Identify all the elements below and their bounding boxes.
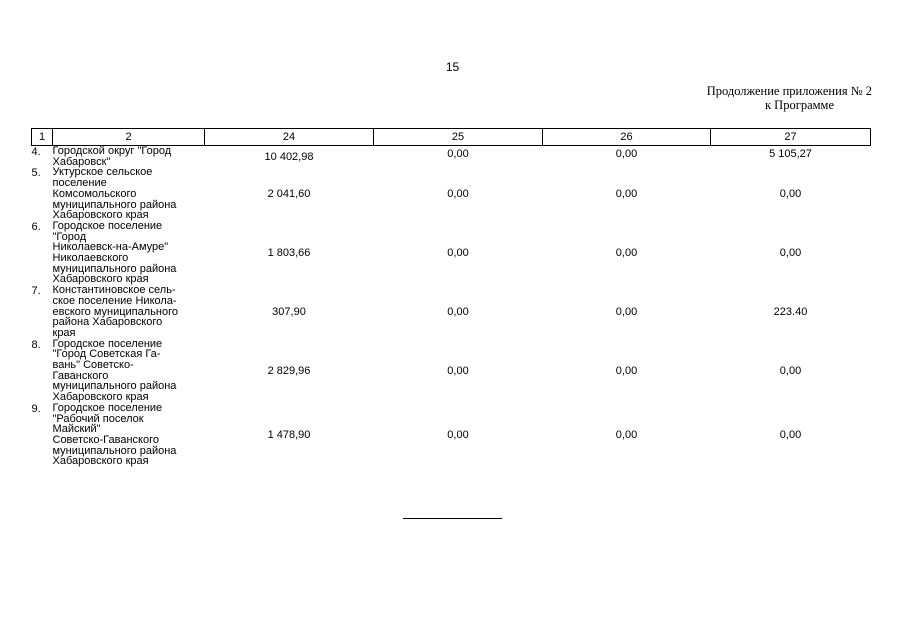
- municipality-name: [53, 285, 205, 339]
- value-col-24: 307,90: [272, 305, 306, 318]
- row-number: 6.: [31, 220, 41, 233]
- municipality-name-line: Гаванского: [52, 369, 109, 382]
- municipality-name-line: Советско-Гаванского: [52, 433, 159, 446]
- value-col-26: 0,00: [615, 188, 638, 201]
- municipality-name-line: Городской округ "Город: [52, 145, 172, 157]
- appendix-line-1: Продолжение приложения № 2: [706, 84, 872, 98]
- header-cell-26: 26: [543, 129, 711, 146]
- municipality-name-line: Хабаровского края: [52, 273, 149, 286]
- municipality-name-line: Городское поселение: [52, 219, 163, 232]
- municipality-name-line: "Рабочий поселок: [52, 412, 144, 425]
- page-number: 15: [445, 60, 460, 74]
- data-table: [31, 128, 871, 467]
- header-cell-25: 25: [374, 129, 543, 146]
- value-col-25: 0,00: [447, 305, 469, 318]
- municipality-name-line: вань" Советско-: [52, 359, 134, 372]
- table-row: [32, 221, 871, 285]
- value-col-26: 0,00: [615, 428, 638, 441]
- municipality-name-line: Городское поселение: [52, 337, 163, 350]
- end-rule: [403, 518, 502, 519]
- municipality-name-line: муниципального района: [52, 262, 177, 275]
- value-col-26: 0,00: [615, 305, 638, 318]
- value-col-27: 0,00: [779, 428, 802, 441]
- row-number: 9.: [31, 402, 41, 415]
- municipality-name-line: поселение: [52, 177, 107, 190]
- municipality-name-line: Комсомольского: [52, 187, 137, 200]
- municipality-name-line: муниципального района: [52, 198, 177, 211]
- municipality-name-line: муниципального района: [52, 380, 177, 393]
- municipality-name-line: муниципального района: [52, 444, 177, 457]
- value-col-25: 0,00: [447, 428, 469, 441]
- value-col-26: 0,00: [615, 364, 638, 377]
- value-col-25: 0,00: [447, 247, 469, 260]
- value-col-27: 0,00: [779, 247, 802, 260]
- municipality-name-line: "Город: [52, 230, 87, 243]
- appendix-note: [612, 84, 872, 112]
- value-col-24: 2 829,96: [267, 364, 311, 377]
- municipality-name-line: Хабаровского края: [52, 455, 149, 468]
- value-col-27: 0,00: [779, 188, 802, 201]
- value-col-24: 1 478,90: [267, 428, 311, 441]
- municipality-name-line: Константиновское сель-: [52, 284, 176, 297]
- municipality-name: [53, 221, 205, 285]
- value-col-26: 0,00: [615, 148, 638, 160]
- municipality-name-line: "Город Советская Га-: [52, 348, 161, 361]
- value-col-24: 1 803,66: [267, 247, 311, 260]
- header-cell-27: 27: [711, 129, 871, 146]
- municipality-name-line: Уктурское сельское: [52, 166, 153, 179]
- value-col-26: 0,00: [615, 247, 638, 260]
- municipality-name: [53, 167, 205, 221]
- row-number: 4.: [31, 146, 41, 158]
- value-col-25: 0,00: [447, 188, 469, 201]
- value-col-24: 2 041,60: [267, 188, 311, 201]
- row-number: 7.: [31, 285, 41, 298]
- table-body: [32, 146, 871, 468]
- header-cell-1: 1: [32, 129, 53, 146]
- municipality-name-line: Николаевск-на-Амуре": [52, 241, 169, 254]
- table-row: [32, 403, 871, 467]
- municipality-name-line: района Хабаровского: [52, 316, 163, 329]
- row-number: 5.: [31, 167, 41, 180]
- header-row: [32, 129, 871, 146]
- table-row: [32, 285, 871, 339]
- table-row: [32, 167, 871, 221]
- municipality-name-line: Хабаровск": [52, 155, 111, 168]
- value-col-27: 223.40: [773, 305, 808, 318]
- value-col-25: 0,00: [447, 148, 469, 160]
- municipality-name-line: Хабаровского края: [52, 391, 149, 404]
- municipality-name: [53, 146, 205, 168]
- appendix-line-2: к Программе: [764, 98, 834, 112]
- municipality-name: [53, 403, 205, 467]
- municipality-name-line: ское поселение Никола-: [52, 294, 177, 307]
- value-col-25: 0,00: [447, 364, 469, 377]
- table-row: [32, 146, 871, 168]
- table-row: [32, 339, 871, 403]
- municipality-name-line: Хабаровского края: [52, 209, 149, 222]
- municipality-name: [53, 339, 205, 403]
- header-cell-24: 24: [205, 129, 374, 146]
- municipality-name-line: Майский": [52, 423, 101, 436]
- value-col-27: 0,00: [779, 364, 802, 377]
- municipality-name-line: края: [52, 326, 76, 339]
- value-col-27: 5 105,27: [769, 148, 812, 160]
- header-cell-2: 2: [53, 129, 205, 146]
- row-number: 8.: [31, 338, 41, 351]
- value-col-24: 10 402,98: [264, 150, 314, 163]
- municipality-name-line: Николаевского: [52, 252, 129, 265]
- municipality-name-line: Городское поселение: [52, 401, 163, 414]
- municipality-name-line: евского муниципального: [52, 305, 178, 318]
